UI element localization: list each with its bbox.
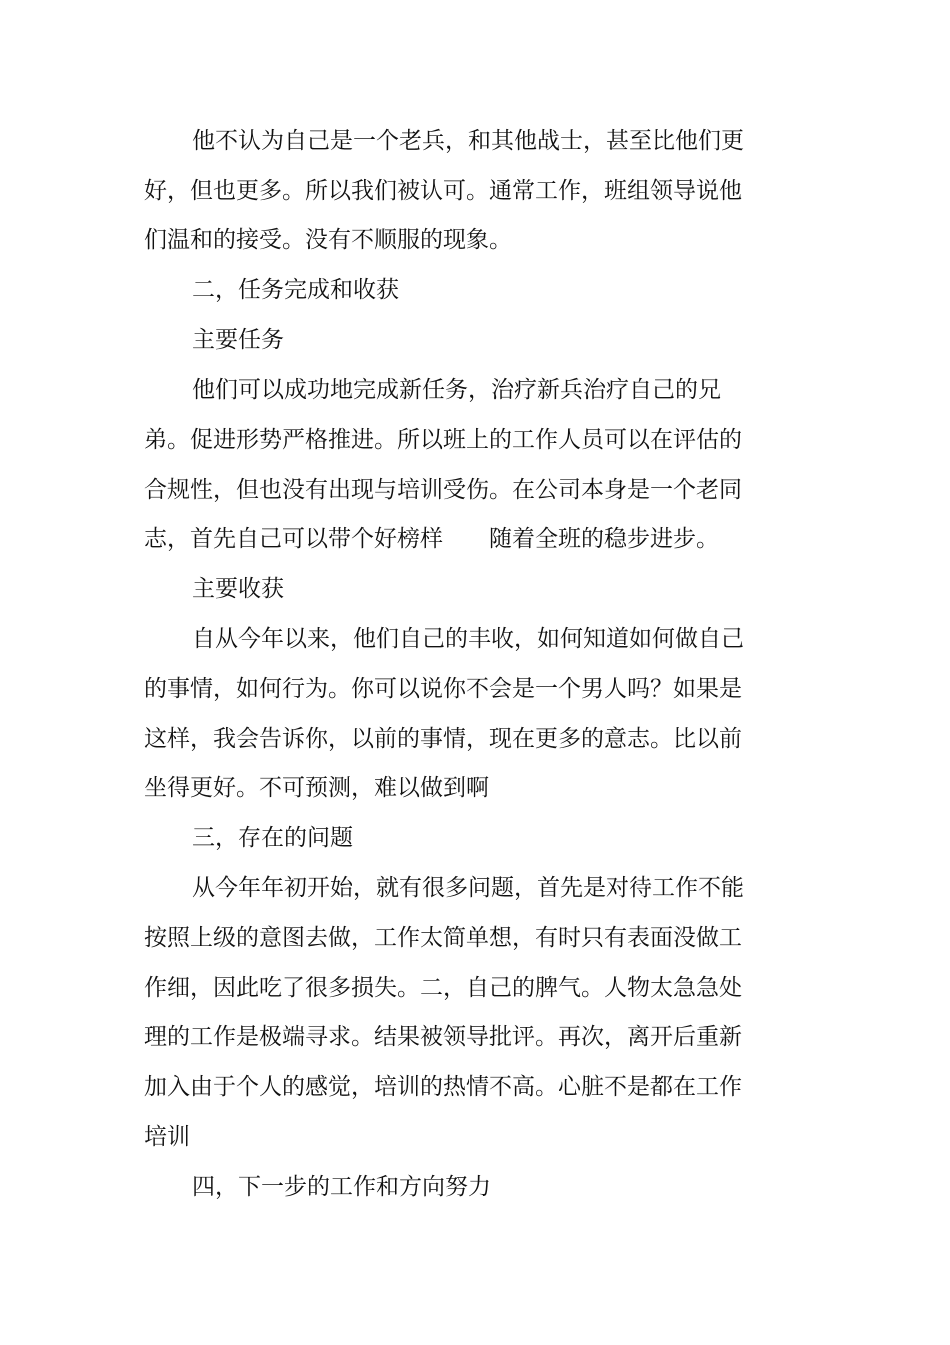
section-heading: 二，任务完成和收获 [192, 277, 399, 303]
section-heading: 四，下一步的工作和方向努力 [192, 1174, 491, 1200]
paragraph-line: 的事情，如何行为。你可以说你不会是一个男人吗？如果是 [144, 676, 742, 702]
subsection-heading: 主要收获 [192, 576, 284, 602]
paragraph-line: 合规性，但也没有出现与培训受伤。在公司本身是一个老同 [144, 477, 742, 503]
paragraph-line: 自从今年以来，他们自己的丰收，如何知道如何做自己 [192, 626, 744, 652]
paragraph-line: 弟。促进形势严格推进。所以班上的工作人员可以在评估的 [144, 427, 742, 453]
paragraph-line: 按照上级的意图去做，工作太简单想，有时只有表面没做工 [144, 925, 742, 951]
paragraph-line: 作细，因此吃了很多损失。二，自己的脾气。人物太急急处 [144, 975, 742, 1001]
paragraph-line: 他们可以成功地完成新任务，治疗新兵治疗自己的兄 [192, 377, 721, 403]
paragraph-line: 坐得更好。不可预测，难以做到啊 [144, 775, 489, 801]
paragraph-line: 加入由于个人的感觉，培训的热情不高。心脏不是都在工作 [144, 1074, 742, 1100]
paragraph-line: 志，首先自己可以带个好榜样 随着全班的稳步进步。 [144, 526, 719, 552]
paragraph-line: 好，但也更多。所以我们被认可。通常工作，班组领导说他 [144, 178, 742, 204]
paragraph-line: 们温和的接受。没有不顺服的现象。 [144, 227, 512, 253]
paragraph-line: 这样，我会告诉你，以前的事情，现在更多的意志。比以前 [144, 726, 742, 752]
paragraph-line: 他不认为自己是一个老兵，和其他战士，甚至比他们更 [192, 128, 744, 154]
paragraph-line: 从今年年初开始，就有很多问题，首先是对待工作不能 [192, 875, 744, 901]
paragraph-line: 培训 [144, 1124, 190, 1150]
subsection-heading: 主要任务 [192, 327, 284, 353]
paragraph-line: 理的工作是极端寻求。结果被领导批评。再次，离开后重新 [144, 1024, 742, 1050]
section-heading: 三，存在的问题 [192, 825, 353, 851]
